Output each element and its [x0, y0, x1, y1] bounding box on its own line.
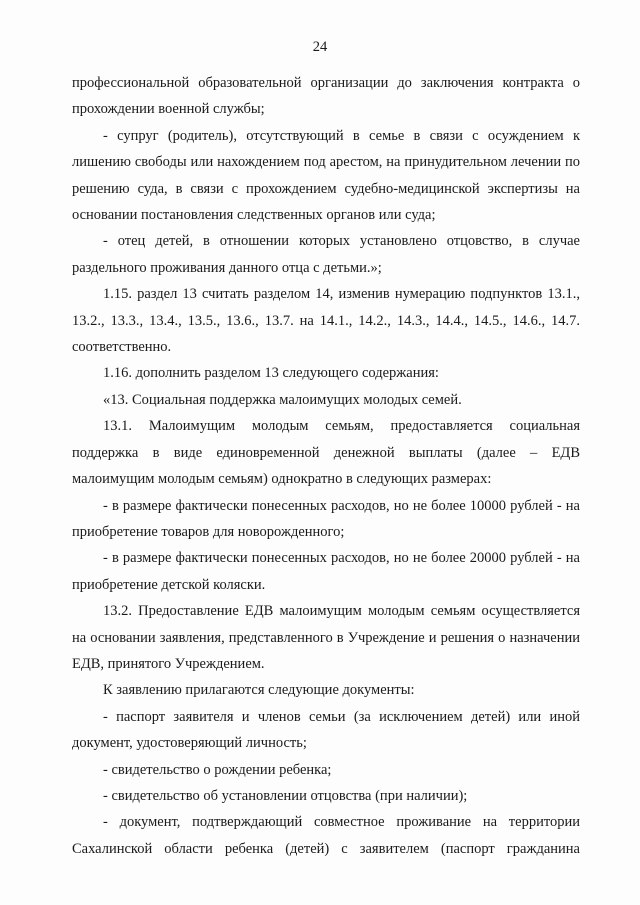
document-body — [72, 70, 580, 862]
list-item-paternity-certificate: - свидетельство об установлении отцовства (при наличии); — [103, 787, 468, 804]
paragraph-father-separate: - отец детей, в отношении которых установлено отцовство, в случае раздельного проживания данного отца с детьми.»; — [72, 233, 580, 276]
paragraph-spouse-absent: - супруг (родитель), отсутствующий в семье в связи с осуждением к лишению свободы или нахождением под арестом, на принудительном лечении по решению суда, в связи с прохождением судебно-медицинской экспертизы на основании постановления следственных органов или суда; — [72, 127, 580, 224]
list-item-newborn-goods: - в размере фактически понесенных расходов, но не более 10000 рублей - на приобретение товаров для новорожденного; — [72, 497, 580, 540]
section-heading-13: «13. Социальная поддержка малоимущих молодых семей. — [103, 391, 462, 408]
paragraph-item-13-2: 13.2. Предоставление ЕДВ малоимущим молодым семьям осуществляется на основании заявления, представленного в Учреждение и решения о назначении ЕДВ, принятого Учреждением. — [72, 603, 580, 672]
paragraph-item-13-1: 13.1. Малоимущим молодым семьям, предоставляется социальная поддержка в виде единовременной денежной выплаты (далее – ЕДВ малоимущим молодым семьям) однократно в следующих размерах: — [72, 418, 580, 488]
paragraph-item-1-15: 1.15. раздел 13 считать разделом 14, изменив нумерацию подпунктов 13.1., 13.2., 13.3., 13.4., 13.5., 13.6., 13.7. на 14.1., 14.2., 14.3., 14.4., 14.5., 14.6., 14.7. соответственно. — [72, 286, 580, 356]
list-item-passport: - паспорт заявителя и членов семьи (за исключением детей) или иной документ, удостоверяющий личность; — [72, 708, 580, 752]
list-item-baby-carriage: - в размере фактически понесенных расходов, но не более 20000 рублей - на приобретение детской коляски. — [72, 550, 580, 593]
page-number: 24 — [312, 39, 328, 55]
paragraph-documents-intro: К заявлению прилагаются следующие документы: — [103, 682, 415, 699]
list-item-cohabitation-document: - документ, подтверждающий совместное проживание на территории Сахалинской области ребенка (детей) с заявителем (паспорт гражданина — [72, 814, 580, 857]
list-item-birth-certificate: - свидетельство о рождении ребенка; — [103, 761, 332, 778]
paragraph-item-1-16: 1.16. дополнить разделом 13 следующего содержания: — [103, 365, 439, 382]
paragraph-military-service-end: профессиональной образовательной организации до заключения контракта о прохождении военной службы; — [72, 75, 580, 118]
